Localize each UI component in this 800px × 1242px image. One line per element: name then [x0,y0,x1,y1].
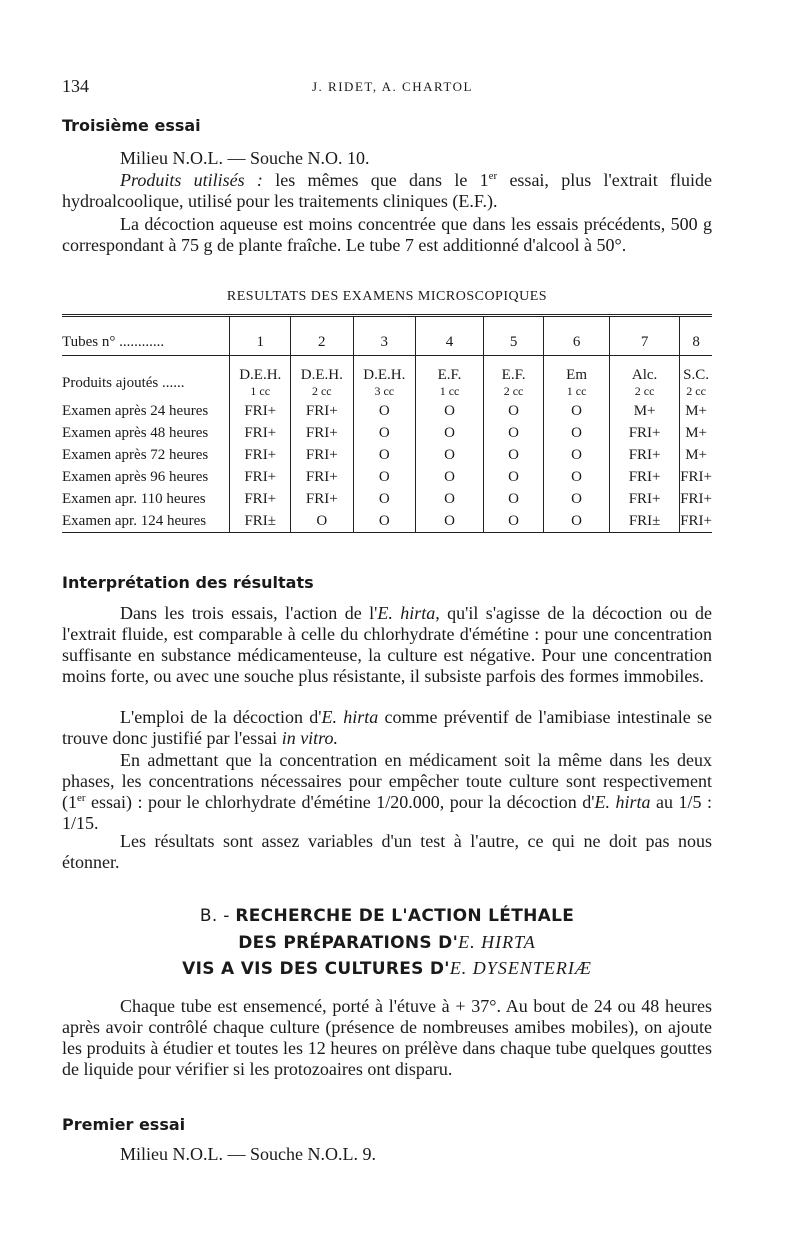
tubes-row [62,329,712,356]
result-cell: O [544,444,610,466]
tube-header: 5 [484,329,544,356]
result-cell: FRI+ [291,400,354,422]
tube-header: 1 [230,329,291,356]
running-head: J. RIDET, A. CHARTOL [312,79,473,94]
result-cell: O [544,400,610,422]
result-cell: O [484,422,544,444]
result-cell: FRI± [230,510,291,533]
result-cell: M+ [610,400,680,422]
result-cell: O [416,444,484,466]
interpretation-p1: Dans les trois essais, l'action de l'E. hirta, qu'il s'agisse de la décoction ou de l'extrait fluide, est comparable à celle du chlorhydrate d'émétine : pour une concentration suffisante en substance médicamenteuse, la culture est négative. Pour une concentration moins forte, ou avec une souche plus résistante, il subsiste parfois des formes immobiles. [62,603,712,686]
result-row-label: Examen après 48 heures [62,424,209,441]
result-cell: FRI+ [610,422,680,444]
result-row-label: Examen après 24 heures [62,402,209,419]
interpretation-p4: Les résultats sont assez variables d'un test à l'autre, ce qui ne doit pas nous étonner. [62,831,712,872]
result-row-label: Examen apr. 110 heures [62,490,206,507]
tube-header: 2 [291,329,354,356]
interpretation-p3: En admettant que la concentration en médicament soit la même dans les deux phases, les concentrations nécessaires pour empêcher toute culture sont respectivement (1er essai) : pour le chlorhydrate d'émétine 1/20.000, pour la décoction d'E. hirta au 1/5 : 1/15. [62,750,712,833]
result-row [62,444,712,466]
produit-cell: Alc. 2 cc [610,366,680,400]
result-cell: O [484,488,544,510]
result-row-label: Examen apr. 124 heures [62,512,207,529]
result-cell: O [416,510,484,533]
section-b-title-line3: VIS A VIS DES CULTURES D'E. DYSENTERIÆ [182,958,592,979]
result-cell: O [484,510,544,533]
produits-ajoutes-label: Produits ajoutés ...... [62,375,185,391]
results-table [62,314,712,535]
premier-milieu: Milieu N.O.L. — Souche N.O.L. 9. [120,1144,376,1164]
result-row [62,422,712,444]
page-number: 134 [62,76,89,96]
produits-label: Produits utilisés : [120,170,263,190]
produits-row [62,366,712,400]
result-cell: O [484,444,544,466]
produit-cell: E.F. 1 cc [416,366,484,400]
produit-cell: D.E.H. 1 cc [230,366,291,400]
produits-text-a: les mêmes que dans le 1 [262,170,489,190]
section-b-title-line2: DES PRÉPARATIONS D'E. HIRTA [238,932,536,953]
result-cell: O [484,466,544,488]
result-cell: O [353,444,416,466]
result-cell: M+ [680,422,712,444]
result-row [62,400,712,422]
running-header [62,76,712,98]
result-cell: FRI+ [680,510,712,533]
tubes-label: Tubes n° ............ [62,333,165,350]
result-cell: FRI+ [230,422,291,444]
result-cell: FRI+ [230,488,291,510]
milieu-text: Milieu N.O.L. — Souche N.O. 10. [120,148,370,168]
result-cell: FRI+ [680,488,712,510]
result-cell: O [416,422,484,444]
result-row-label: Examen après 96 heures [62,468,209,485]
produit-cell: D.E.H. 2 cc [291,366,354,400]
result-cell: O [544,466,610,488]
result-cell: FRI+ [291,444,354,466]
decoction-paragraph: La décoction aqueuse est moins concentrée que dans les essais précédents, 500 g correspondant à 75 g de plante fraîche. Le tube 7 est additionné d'alcool à 50°. [62,214,712,255]
tube-header: 7 [610,329,680,356]
result-cell: O [544,510,610,533]
result-cell: FRI+ [230,444,291,466]
result-cell: FRI+ [680,466,712,488]
result-cell: FRI+ [610,466,680,488]
result-cell: O [544,488,610,510]
produits-text-b: essai, plus l'extrait fluide hydroalcoolique, utilisé pour les traitements cliniques (E.F.). [62,170,713,211]
heading-troisieme-essai: Troisième essai [62,116,201,135]
produits-sup: er [488,170,498,182]
produit-cell: D.E.H. 3 cc [353,366,416,400]
produit-cell: E.F. 2 cc [484,366,544,400]
produit-cell: Em 1 cc [544,366,610,400]
result-cell: O [484,400,544,422]
result-cell: FRI+ [610,444,680,466]
result-cell: O [416,488,484,510]
section-b-paragraph: Chaque tube est ensemencé, porté à l'étuve à + 37°. Au bout de 24 ou 48 heures après avoir contrôlé chaque culture (présence de nombreuses amibes mobiles), on ajoute les produits à étudier et toutes les 12 heures on prélève dans chaque tube quelques gouttes de liquide pour vérifier si les protozoaires ont disparu. [62,996,712,1079]
result-cell: O [353,510,416,533]
result-cell: FRI+ [610,488,680,510]
heading-premier-essai: Premier essai [62,1115,186,1134]
produit-cell: S.C. 2 cc [680,366,712,400]
tube-header: 4 [416,329,484,356]
result-row [62,510,712,533]
result-cell: O [353,466,416,488]
result-cell: FRI+ [230,400,291,422]
produits-paragraph [62,170,712,212]
result-row [62,466,712,488]
result-cell: FRI+ [291,488,354,510]
interpretation-p2: L'emploi de la décoction d'E. hirta comme préventif de l'amibiase intestinale se trouve donc justifié par l'essai in vitro. [62,707,712,748]
result-cell: M+ [680,400,712,422]
result-cell: M+ [680,444,712,466]
result-cell: O [416,400,484,422]
tube-header: 8 [680,329,712,356]
result-cell: O [353,400,416,422]
result-cell: FRI± [610,510,680,533]
result-cell: O [353,488,416,510]
result-cell: O [544,422,610,444]
result-row [62,488,712,510]
section-b-title-line1: B. - RECHERCHE DE L'ACTION LÉTHALE [199,906,575,926]
milieu-line [62,148,712,169]
result-row-label: Examen après 72 heures [62,446,209,463]
result-cell: O [353,422,416,444]
table-title: RESULTATS DES EXAMENS MICROSCOPIQUES [226,289,548,304]
tube-header: 3 [353,329,416,356]
result-cell: FRI+ [230,466,291,488]
result-cell: O [291,510,354,533]
result-cell: O [416,466,484,488]
result-cell: FRI+ [291,422,354,444]
result-cell: FRI+ [291,466,354,488]
heading-interpretation: Interprétation des résultats [62,573,314,592]
tube-header: 6 [544,329,610,356]
